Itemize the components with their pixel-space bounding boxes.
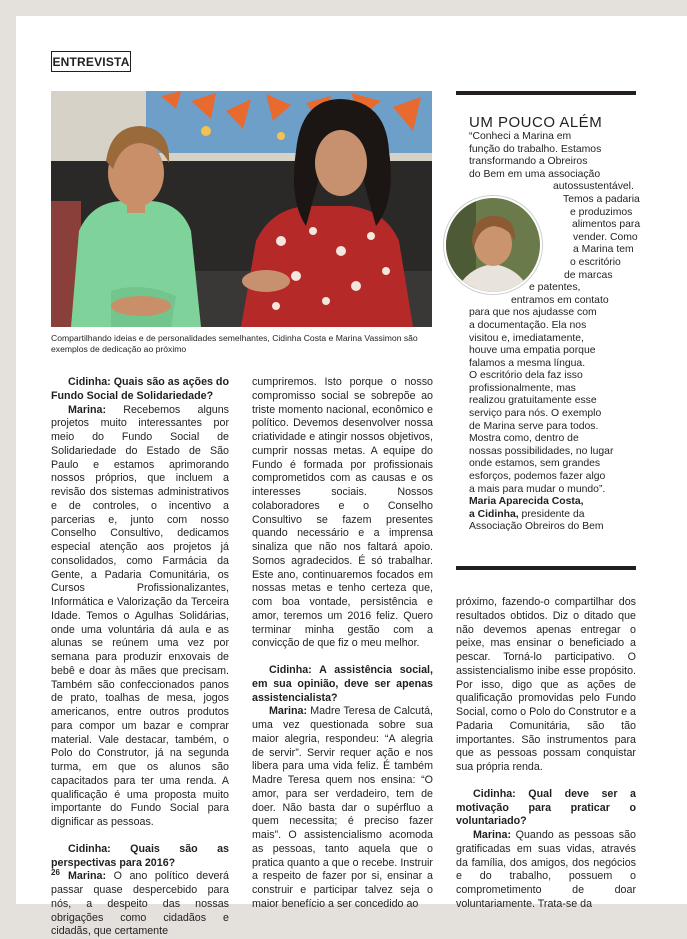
sidebar-line: e produzimos xyxy=(570,206,633,218)
sidebar-line: autossustentável. xyxy=(553,181,634,193)
sidebar-line: a Marina tem xyxy=(573,244,634,256)
sidebar-line: realizou gratuitamente esse xyxy=(469,395,597,407)
sidebar-line: “Conheci a Marina em xyxy=(469,131,572,142)
sidebar-line: Mostra como, dentro de xyxy=(469,433,579,445)
sidebar-line: de Marina serve para todos. xyxy=(469,420,599,432)
sidebar-line: e patentes, xyxy=(529,282,581,294)
answer-speaker: Marina: xyxy=(269,705,308,718)
body-paragraph: próximo, fazendo-o compartilhar dos resultados obtidos. Diz o ditado que não devemos apenas entregar o peixe, mas ensinar o beneficiado a pescar. Torná-lo participativo. O assistencialismo inibe esse propósito. Por isso, digo que as ações de qualificação promovidas pelo Fundo Social, como o Polo do Construtor e a Padaria Comunitária, são tão importantes. São instrumentos para que as pessoas possam conquistar sua própria renda. xyxy=(456,596,637,773)
sidebar-signature-role: presidente da xyxy=(518,508,585,520)
sidebar-line: falamos a mesma língua. xyxy=(469,357,586,369)
interview-photo-illustration xyxy=(51,91,432,327)
sidebar-title: UM POUCO ALÉM xyxy=(469,114,603,131)
sidebar-quote xyxy=(469,131,641,534)
sidebar-line: transformando a Obreiros xyxy=(469,156,588,168)
sidebar-signature-line xyxy=(469,509,636,522)
answer-paragraph xyxy=(252,705,433,911)
article-column-1 xyxy=(51,376,229,939)
answer-text: Madre Teresa de Calcutá, uma vez questionada sobre sua maior alegria, respondeu: “A alegria de servir”. Servir requer ação e nos libera para uma vida feliz. É também Madre Teresa quem nos ensina: “O amor, para ser verdadeiro, tem de doer. Não basta dar o supérfluo a quem necessita; é preciso fazer mais”. O assistencialismo acomoda as pessoas, tanto aquela que o pratica quanto a que o recebe. Instruir a respeito de fazer por si, ensinar a construir e participar talvez seja o maior benefício a ser concedido ao xyxy=(252,705,433,910)
section-tag: ENTREVISTA xyxy=(51,51,131,72)
sidebar-signature-org: Associação Obreiros do Bem xyxy=(469,521,604,533)
photo-caption: Compartilhando ideias e de personalidades semelhantes, Cidinha Costa e Marina Vassimon são exemplos de dedicação ao próximo xyxy=(51,333,418,354)
sidebar-line: onde estamos, sem grandes xyxy=(469,458,601,470)
answer-text: Recebemos alguns projetos muito interessantes por meio do Fundo Social de Solidariedade do Estado de São Paulo e estamos aprimorando nossos próprios, que incluem a revisão dos sistemas administrativos e de controles, o incentivo a parcerias e, junto com nosso Conselho Consultivo, dedicamos especial atenção aos projetos já consolidados, como Farmácia da Gente, a Padaria Comunitária, os Cursos Profissionalizantes, Informática e Valorização da Terceira Idade. Temos o Agulhas Solidárias, onde uma voluntária dá aula e as alunas se reúnem uma vez por semana para produzir enxovais de bebê e doar às mães que precisam. Também são confeccionados panos de prato, toalhas de mesa, jogos americanos, entre outros produtos para compor um bazar e comprar material. Vale destacar, também, o Polo do Construtor, já na segunda turma, em que os alunos são capacitados para ter uma renda. A qualificação é uma proposta muito importante do Fundo Social para dignificar as pessoas. xyxy=(51,403,229,828)
sidebar-line: função do trabalho. Estamos xyxy=(469,143,602,155)
sidebar-signature-alias: a Cidinha, xyxy=(469,508,519,520)
answer-speaker: Marina: xyxy=(68,403,107,416)
question-heading: Cidinha: Qual deve ser a motivação para praticar o voluntariado? xyxy=(456,787,636,828)
body-paragraph: cumpriremos. Isto porque o nosso compromisso social se sobrepõe ao triste momento nacional, econômico e político. Devemos desenvolver nossa criatividade e atingir nossos objetivos, cumprir nossas metas. A equipe do Fundo é formada por profissionais comprometidos com as causas e os interesses sociais. Nossos colaboradores e o Conselho Consultivo se fazem presentes quando necessário e a imprensa sinaliza que não nos faltará apoio. Somos agradecidos. É só trabalhar. Este ano, continuaremos focados em nossas metas e tenho certeza que, com boa vontade, persistência e amor, teremos um 2016 feliz. Quero terminar minha gestão com a convicção de que fiz o meu melhor. xyxy=(252,376,433,650)
answer-text: O ano político deverá passar quase despercebido para nós, a despeito das nossas obrigações como cidadãos e cidadãs, que certamente xyxy=(51,870,229,938)
sidebar-line: alimentos para xyxy=(572,219,641,231)
question-heading: Cidinha: A assistência social, em sua opinião, deve ser apenas assistencialista? xyxy=(252,664,433,704)
sidebar-line: profissionalmente, mas xyxy=(469,382,576,394)
answer-text: Quando as pessoas são gratificadas em suas vidas, através da família, dos amigos, dos negócios e do trabalho, possuem o comprometimento de doar voluntariamente. Trata-se da xyxy=(456,829,636,910)
sidebar-line: entramos em contato xyxy=(511,294,609,306)
sidebar-line: visitou e, imediatamente, xyxy=(469,332,584,344)
answer-paragraph xyxy=(51,404,229,830)
sidebar-line: do Bem em uma associação xyxy=(469,168,601,180)
question-heading: Cidinha: Quais são as perspectivas para 2016? xyxy=(51,842,229,869)
sidebar-line: O escritório dela faz isso xyxy=(469,370,583,382)
interview-photo xyxy=(51,91,432,327)
article-column-2 xyxy=(252,376,433,912)
answer-paragraph xyxy=(51,870,229,939)
sidebar-line: nossas possibilidades, no lugar xyxy=(469,445,614,457)
sidebar-line: o escritório xyxy=(570,256,621,268)
sidebar-line: houve uma empatia porque xyxy=(469,345,596,357)
answer-paragraph xyxy=(456,829,636,912)
question-heading: Cidinha: Quais são as ações do Fundo Social de Solidariedade? xyxy=(51,376,229,402)
sidebar-line: esforços, podemos fazer algo xyxy=(469,471,606,483)
sidebar-line: para que nos ajudasse com xyxy=(469,307,597,319)
article-column-3 xyxy=(456,596,636,912)
sidebar-line: Temos a padaria xyxy=(563,193,640,205)
sidebar-bottom-rule xyxy=(456,566,636,570)
answer-speaker: Marina: xyxy=(68,870,107,883)
sidebar-line: serviço para nós. O exemplo xyxy=(469,408,602,420)
sidebar-top-rule xyxy=(456,91,636,95)
sidebar-line: a documentação. Ela nos xyxy=(469,319,587,331)
sidebar-line: a mais para mudar o mundo”. xyxy=(469,483,606,495)
answer-speaker: Marina: xyxy=(473,829,512,841)
sidebar-line: vender. Como xyxy=(573,231,638,243)
sidebar-signature-name: Maria Aparecida Costa, xyxy=(469,496,584,508)
page-number: 26 xyxy=(51,868,60,877)
sidebar-line: de marcas xyxy=(564,269,613,281)
